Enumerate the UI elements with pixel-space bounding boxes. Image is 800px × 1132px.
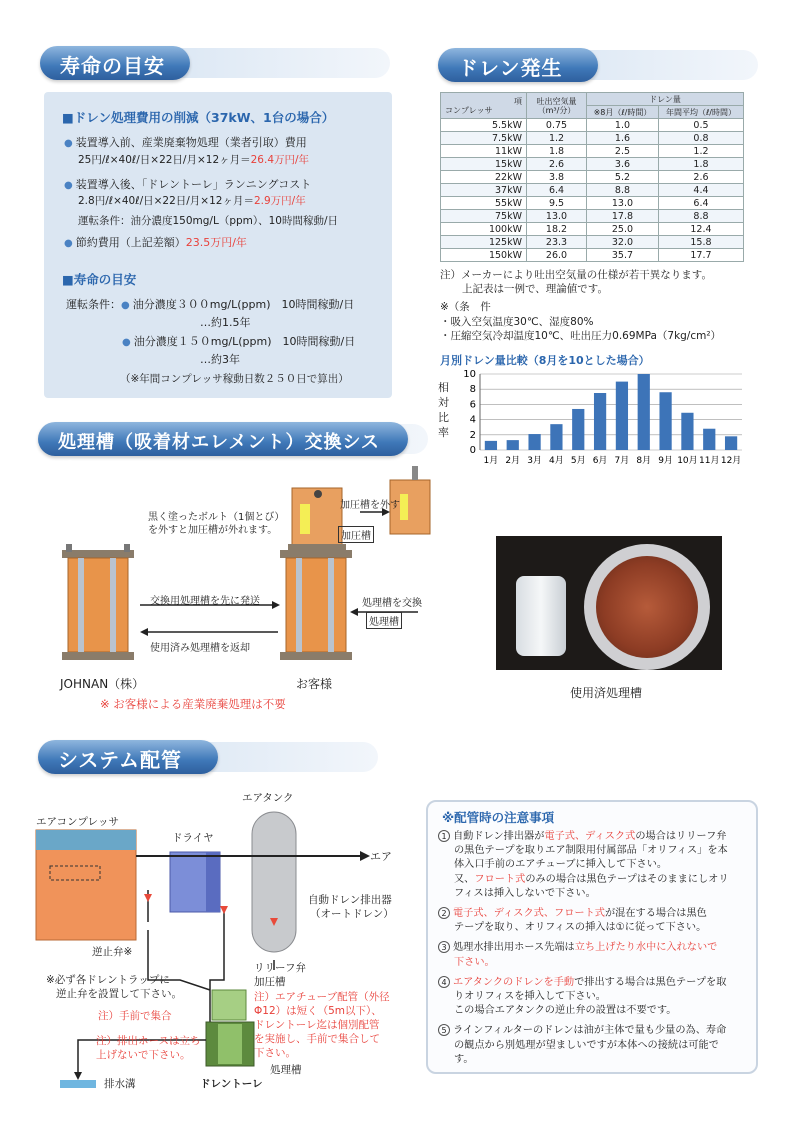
front-join-note: 注）手前で集合	[98, 1010, 172, 1022]
cautions-box	[426, 800, 758, 1074]
caution-line	[438, 887, 754, 901]
cost-item3-result: 23.5万円/年	[185, 236, 247, 249]
caution-text: の黒色テープを取りエア制限用付属部品「オリフィス」を本	[454, 845, 728, 857]
chart-xtick: 7月	[614, 456, 630, 466]
caution-text: す。	[454, 1053, 474, 1065]
drain-table-cell: 32.0	[587, 236, 659, 249]
cost-item2-title-text: 装置導入後、「ドレントーレ」ランニングコスト	[75, 178, 312, 191]
replace-label: 処理槽を交換	[362, 598, 422, 609]
drain-table-cell: 125kW	[441, 236, 527, 249]
tank-contents	[596, 556, 698, 658]
chart-bar	[528, 434, 540, 450]
drain-table-cell: 150kW	[441, 249, 527, 262]
check-valve-icon	[144, 894, 152, 902]
caution-text: 下さい。	[454, 956, 495, 968]
drain-table-cell: 23.3	[527, 236, 587, 249]
chart-bar	[703, 429, 715, 450]
drain-table-cell: 7.5kW	[441, 132, 527, 145]
caution-line	[438, 976, 754, 990]
treat-tank-label: 処理槽	[366, 612, 402, 629]
chart-ytick: 0	[469, 445, 476, 456]
drain-table-cell: 35.7	[587, 249, 659, 262]
hose-note-1: 注）排出ホースは立ち	[96, 1035, 201, 1047]
label-drain-ditch: 排水溝	[104, 1078, 136, 1090]
chart-xtick: 10月	[677, 456, 698, 466]
life-note: （※年間コンプレッサ稼動日数２５０日で算出）	[120, 373, 349, 385]
drain-th-item-label: 項	[514, 96, 522, 106]
caution-line	[438, 1004, 754, 1018]
caution-text: 処理水排出用ホース先端は	[453, 942, 575, 954]
cost-item3	[64, 234, 247, 250]
monthly-drain-chart	[450, 368, 750, 468]
sample-bottle	[516, 576, 566, 656]
caution-line	[438, 907, 754, 921]
caution-number: 5	[438, 1024, 450, 1036]
drain-table-row	[441, 249, 744, 262]
return-label: 使用済み処理槽を返却	[150, 643, 250, 654]
caution-text: の観点から別処理が望ましいですが本体への接続は可能で	[454, 1039, 719, 1051]
life-cond1	[66, 296, 354, 312]
drain-table-cell: 0.5	[658, 119, 743, 132]
air-tank-unit	[252, 812, 296, 952]
life-cond-label: 運転条件：	[66, 298, 121, 311]
chart-bar	[681, 413, 693, 450]
caution-text: テープを取り、オリフィスの挿入は①に従って下さい。	[454, 922, 707, 934]
drain-table-cell: 17.8	[587, 210, 659, 223]
cautions-title: ※配管時の注意事項	[442, 810, 555, 825]
drain-table-cell: 100kW	[441, 223, 527, 236]
drain-table-cell: 2.6	[527, 158, 587, 171]
drain-th-item	[441, 93, 527, 119]
label-product: ドレントーレ	[200, 1078, 263, 1090]
caution-text: で排出する場合は黒色テープを取	[574, 976, 727, 988]
label-tank: エアタンク	[242, 792, 294, 804]
chart-xtick: 9月	[658, 456, 673, 466]
drain-table-cell: 11kW	[441, 145, 527, 158]
cost-item2-calc-text: 2.8円/ℓ×40ℓ/日×22日/月×12ヶ月＝	[78, 195, 254, 207]
compressor-unit	[36, 830, 136, 940]
drain-table-row	[441, 210, 744, 223]
drain-table-row	[441, 132, 744, 145]
chart-bar	[725, 436, 737, 450]
caution-line	[438, 921, 754, 935]
cost-item1-calc	[78, 152, 309, 167]
tube-note-5: 下さい。	[254, 1047, 296, 1059]
tube-note-3: ドレントーレ迄は個別配管	[254, 1019, 380, 1031]
caution-line	[438, 873, 754, 887]
drain-toray-unit	[206, 990, 254, 1066]
drain-table-cell: 1.2	[658, 145, 743, 158]
drain-table-cell: 17.7	[658, 249, 743, 262]
chart-xtick: 1月	[483, 456, 499, 466]
drain-table-row	[441, 171, 744, 184]
drain-table-cell: 5.5kW	[441, 119, 527, 132]
life-res2: …約3年	[200, 353, 240, 366]
drain-table-cell: 9.5	[527, 197, 587, 210]
caution-text: 電子式、ディスク式	[544, 831, 636, 842]
drain-table-cell: 37kW	[441, 184, 527, 197]
drain-table-cell: 3.8	[527, 171, 587, 184]
drain-table-cell: 6.4	[658, 197, 743, 210]
label-compressor: エアコンプレッサ	[36, 816, 119, 828]
chart-xtick: 11月	[699, 456, 720, 466]
chart-xtick: 2月	[505, 456, 521, 466]
exchange-diagram	[40, 460, 460, 680]
cost-item1-title-text: 装置導入前、産業廃棄物処理（業者引取）費用	[75, 136, 307, 149]
drain-table-cell: 2.6	[658, 171, 743, 184]
drain-th-air	[527, 93, 587, 119]
caution-text: りオリフィスを挿入して下さい。	[454, 991, 606, 1003]
cost-heading: ■ドレン処理費用の削減（37kW、1台の場合）	[62, 110, 335, 125]
caution-item	[438, 941, 754, 969]
customer-label: お客様	[296, 677, 333, 691]
cost-item3-title: 節約費用（上記差額）	[75, 236, 186, 249]
hose-note-2: 上げないで下さい。	[96, 1049, 191, 1061]
chart-bar	[659, 392, 671, 450]
drain-table-cell: 15kW	[441, 158, 527, 171]
caution-text: のみの場合は黒色テープはそのままにしオリ	[525, 873, 729, 885]
remove-label: 加圧槽を外す	[340, 500, 400, 511]
chart-xtick: 12月	[720, 456, 742, 466]
caution-text: 又、	[454, 873, 475, 885]
caution-item	[438, 1024, 754, 1067]
chart-ytick: 4	[469, 414, 476, 426]
drain-ditch-icon	[60, 1080, 96, 1088]
hose-note	[96, 1034, 200, 1062]
chart-ytick: 10	[463, 369, 476, 380]
caution-text: が混在する場合は黒色	[605, 908, 707, 920]
chart-bar	[550, 424, 562, 450]
dryer-unit	[170, 852, 220, 912]
caution-text: エアタンクのドレンを手動	[453, 976, 575, 988]
drain-table-cell: 22kW	[441, 171, 527, 184]
drain-table-cell: 6.4	[527, 184, 587, 197]
life-heading: ■寿命の目安	[62, 272, 137, 287]
caution-text: この場合エアタンクの逆止弁の設置は不要です。	[454, 1005, 677, 1017]
caution-text: 自動ドレン排出器が	[453, 831, 545, 842]
caution-line	[438, 956, 754, 970]
drain-table-cell: 5.2	[587, 171, 659, 184]
drain-table-row	[441, 223, 744, 236]
drain-th-comp-label: コンプレッサ	[445, 105, 493, 115]
caution-line	[438, 990, 754, 1004]
drain-table-cell: 0.8	[658, 132, 743, 145]
send-label: 交換用処理槽を先に発送	[150, 596, 260, 607]
drain-table-cell: 1.6	[587, 132, 659, 145]
drain-table-body	[441, 119, 744, 262]
drain-table-cell: 1.2	[527, 132, 587, 145]
chart-bar	[616, 382, 628, 450]
label-auto-drain-2: （オートドレン）	[310, 908, 394, 920]
check-valve-icon	[220, 906, 228, 914]
caution-line	[438, 1053, 754, 1067]
cost-item2-result: 2.9万円/年	[253, 195, 306, 207]
caution-text: 立ち上げたり水中に入れないで	[574, 942, 718, 954]
caution-text: フィスは挿入しないで下さい。	[454, 887, 596, 899]
tube-note	[254, 990, 390, 1060]
caution-number: 3	[438, 941, 450, 953]
drain-th-avg: 年間平均（ℓ/時間）	[658, 106, 743, 119]
drain-note1: 注）メーカーにより吐出空気量の仕様が若干異なります。	[440, 269, 712, 281]
section-title-exchange: 処理槽（吸着材エレメント）交換システム	[38, 422, 408, 456]
pressure-tank-label: 加圧槽	[338, 526, 374, 543]
label-auto-drain-1: 自動ドレン排出器	[308, 894, 392, 906]
chart-bar	[594, 393, 606, 450]
drain-table-cell: 1.8	[658, 158, 743, 171]
caution-text: ラインフィルターのドレンは油が主体で量も少量の為、寿命	[453, 1025, 727, 1037]
caution-number: 4	[438, 976, 450, 988]
drain-table-cell: 4.4	[658, 184, 743, 197]
bolt-note-1: 黒く塗ったボルト（1個とび）	[148, 512, 285, 523]
life-cond2-bullet	[122, 335, 134, 348]
johnan-tank-unit	[62, 544, 134, 660]
chart-bar	[638, 374, 650, 450]
photo-caption: 使用済処理槽	[570, 686, 643, 700]
label-relief: リリーフ弁	[254, 962, 306, 974]
chart-bar	[507, 440, 519, 450]
chart-xtick: 6月	[592, 456, 608, 466]
drain-table-cell: 1.8	[527, 145, 587, 158]
drain-table-row	[441, 236, 744, 249]
life-cond2-text: 油分濃度１５０mg/L(ppm) 10時間稼動/日	[133, 335, 356, 348]
chart-ylabel: 相対比率	[438, 381, 449, 439]
drain-table-cell: 18.2	[527, 223, 587, 236]
drain-table-cell: 0.75	[527, 119, 587, 132]
chart-ytick: 2	[469, 429, 476, 441]
caution-line	[438, 858, 754, 872]
drain-table-cell: 15.8	[658, 236, 743, 249]
drain-table-cell: 13.0	[587, 197, 659, 210]
chart-xtick: 8月	[636, 456, 652, 466]
caution-item	[438, 830, 754, 901]
tube-note-4: を実施し、手前で集合して	[254, 1033, 380, 1045]
drain-table-cell: 8.8	[658, 210, 743, 223]
drain-table-cell: 3.6	[587, 158, 659, 171]
cost-item2-cond: 運転条件：油分濃度150mg/L（ppm）、10時間稼動/日	[78, 215, 339, 227]
life-res1: …約1.5年	[200, 316, 251, 329]
cost-item1-title	[64, 134, 307, 150]
drain-th-air-unit: （m³/分）	[537, 105, 576, 115]
drain-table-cell: 13.0	[527, 210, 587, 223]
drain-table-row	[441, 119, 744, 132]
chart-xtick: 4月	[549, 456, 564, 466]
drain-th-aug: ※8月（ℓ/時間）	[587, 106, 659, 119]
used-tank-photo	[496, 536, 722, 670]
label-pressure: 加圧槽	[254, 976, 286, 988]
cost-item1-result: 26.4万円/年	[250, 154, 310, 166]
life-cond1-text: 油分濃度３００mg/L(ppm) 10時間稼動/日	[132, 298, 355, 311]
drain-cond2: ・圧縮空気冷却温度10℃、吐出圧力0.69MPa（7kg/cm²）	[440, 330, 722, 342]
caution-line	[438, 1039, 754, 1053]
label-dryer: ドライヤ	[172, 832, 214, 844]
cost-item1-calc-text: 25円/ℓ×40ℓ/日×22日/月×12ヶ月＝	[78, 154, 251, 166]
drain-th-air-label: 吐出空気量	[536, 96, 577, 106]
customer-tank-unit	[280, 488, 352, 660]
drain-table-row	[441, 197, 744, 210]
drain-table-row	[441, 158, 744, 171]
section-title-life: 寿命の目安	[40, 46, 190, 80]
caution-line	[438, 830, 754, 844]
chart-ytick: 8	[469, 384, 476, 396]
label-air: エア	[370, 850, 392, 863]
label-treat: 処理槽	[270, 1064, 302, 1076]
cautions-list	[438, 830, 754, 1073]
drain-table-cell: 25.0	[587, 223, 659, 236]
caution-item	[438, 976, 754, 1019]
drain-table-cell: 12.4	[658, 223, 743, 236]
chart-xtick: 3月	[527, 456, 542, 466]
chart-title: 月別ドレン量比較（8月を10とした場合）	[440, 354, 650, 367]
drain-table-cell: 2.5	[587, 145, 659, 158]
drain-table-cell: 1.0	[587, 119, 659, 132]
drain-note2: 上記表は一例で、理論値です。	[462, 283, 608, 295]
drain-table-row	[441, 145, 744, 158]
drain-th-drain: ドレン量	[587, 93, 744, 106]
section-title-drain: ドレン発生	[438, 48, 598, 82]
section-title-piping: システム配管例	[38, 740, 218, 774]
cost-item2-title	[64, 176, 311, 192]
caution-text: 電子式、ディスク式、フロート式	[453, 908, 605, 920]
life-cond1-bullet	[121, 298, 133, 311]
tube-note-2: Φ12）は短く（5m以下）、	[254, 1005, 382, 1017]
caution-text: の場合はリリーフ弁	[635, 831, 727, 842]
drain-table-cell: 8.8	[587, 184, 659, 197]
caution-number: 1	[438, 830, 450, 842]
no-disposal-warning: ※ お客様による産業廃棄処理は不要	[100, 697, 286, 711]
caution-line	[438, 844, 754, 858]
bolt-note-2: を外すと加圧槽が外れます。	[148, 525, 278, 536]
drain-table	[440, 92, 744, 262]
drain-table-cell: 26.0	[527, 249, 587, 262]
tube-note-1: 注）エアチューブ配管（外径	[254, 991, 390, 1003]
cost-item2-calc	[78, 193, 306, 208]
chart-ytick: 6	[469, 399, 476, 411]
chart-bar	[485, 441, 497, 450]
drain-cond-title: ※（条 件	[440, 301, 491, 313]
label-check-valve: 逆止弁※	[92, 946, 133, 958]
caution-item	[438, 907, 754, 935]
chart-xtick: 5月	[570, 456, 586, 466]
check-note-1: ※必ず各ドレントラップに	[46, 974, 170, 986]
drain-table-cell: 75kW	[441, 210, 527, 223]
drain-table-cell: 55kW	[441, 197, 527, 210]
check-note-2: 逆止弁を設置して下さい。	[56, 988, 182, 1000]
chart-bar	[572, 409, 584, 450]
life-cond2	[122, 333, 355, 349]
drain-table-row	[441, 184, 744, 197]
caution-line	[438, 941, 754, 955]
caution-text: 体入口手前のエアチューブに挿入して下さい。	[454, 859, 668, 871]
caution-number: 2	[438, 907, 450, 919]
caution-text: フロート式	[474, 873, 526, 885]
johnan-label: JOHNAN（株）	[60, 677, 145, 691]
drain-cond1: ・吸入空気温度30℃、湿度80%	[440, 316, 594, 328]
caution-line	[438, 1024, 754, 1038]
